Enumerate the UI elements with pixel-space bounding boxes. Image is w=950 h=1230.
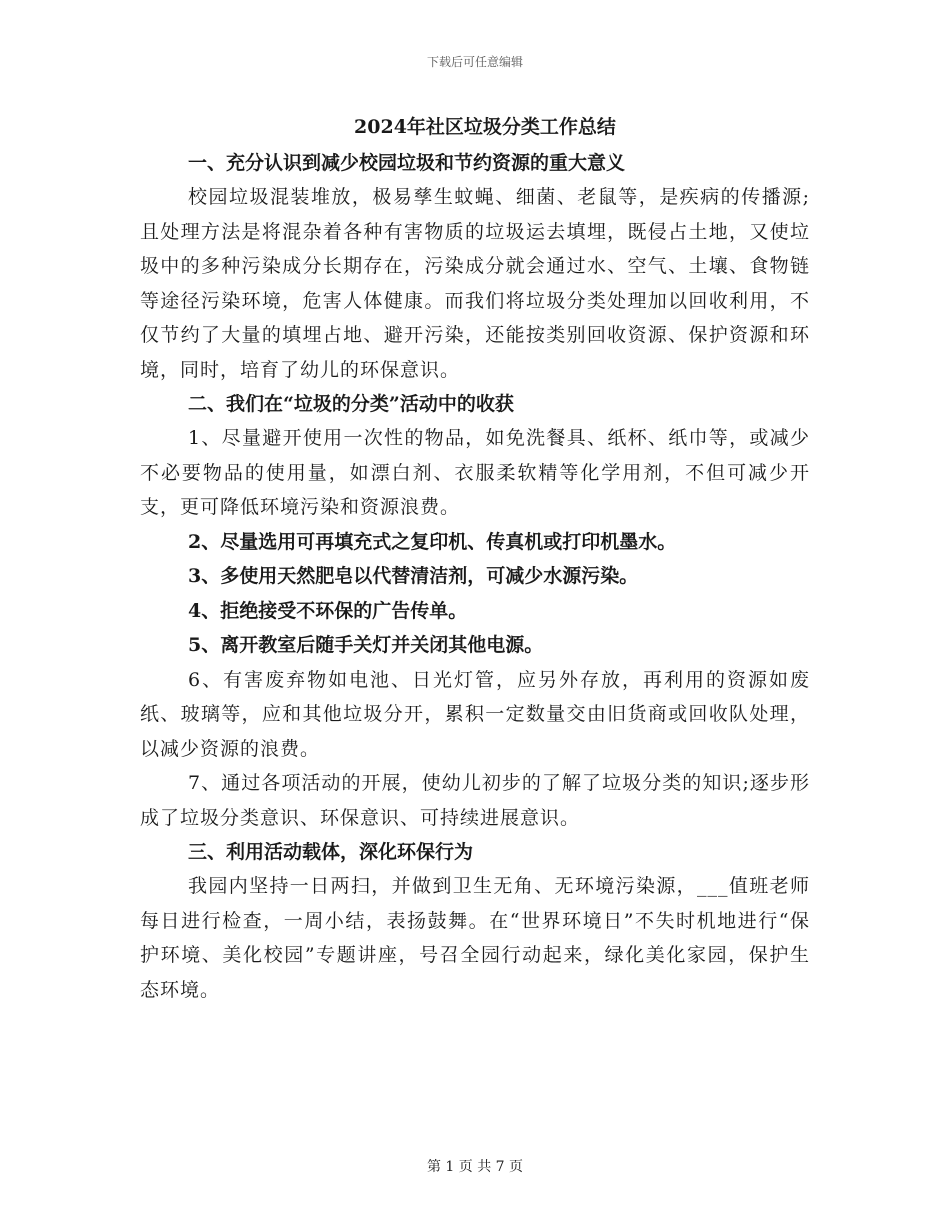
page-number: 第 1 页 共 7 页 <box>426 1159 524 1175</box>
section-heading-3: 三、利用活动载体，深化环保行为 <box>188 841 474 863</box>
list-item-1: 1、尽量避开使用一次性的物品，如免洗餐具、纸杯、纸巾等，或减少不必要物品的使用量，如漂白剂、衣服柔软精等化学用剂，不但可减少开支，更可降低环境污染和资源浪费。 <box>140 427 810 518</box>
document-body <box>140 112 810 1007</box>
list-item-6: 6、有害废弃物如电池、日光灯管，应另外存放，再利用的资源如废纸、玻璃等，应和其他垃圾分开，累积一定数量交由旧货商或回收队处理，以减少资源的浪费。 <box>140 668 810 760</box>
list-item-5: 5、离开教室后随手关灯并关闭其他电源。 <box>188 634 544 656</box>
list-item-2: 2、尽量选用可再填充式之复印机、传真机或打印机墨水。 <box>188 530 677 553</box>
paragraph-activities: 我园内坚持一日两扫，并做到卫生无角、无环境污染源，___值班老师每日进行检查，一周小结，表扬鼓舞。在“世界环境日”不失时机地进行“保护环境、美化校园”专题讲座，号召全园行动起来，绿化美化家园，保护生态环境。 <box>140 875 810 1001</box>
header-note: 下载后可任意编辑 <box>426 55 523 69</box>
document-title: 2024年社区垃圾分类工作总结 <box>354 116 616 138</box>
list-item-7: 7、通过各项活动的开展，使幼儿初步的了解了垃圾分类的知识;逐步形成了垃圾分类意识、环保意识、可持续进展意识。 <box>140 772 810 829</box>
section-heading-2: 二、我们在“垃圾的分类”活动中的收获 <box>188 393 514 415</box>
section-heading-1: 一、充分认识到减少校园垃圾和节约资源的重大意义 <box>188 152 626 174</box>
list-item-3: 3、多使用天然肥皂以代替清洁剂，可减少水源污染。 <box>188 565 639 587</box>
paragraph-significance: 校园垃圾混装堆放，极易孳生蚊蝇、细菌、老鼠等，是疾病的传播源;且处理方法是将混杂着各种有害物质的垃圾运去填埋，既侵占土地，又使垃圾中的多种污染成分长期存在，污染成分就会通过水、空气、土壤、食物链等途径污染环境，危害人体健康。而我们将垃圾分类处理加以回收利用，不仅节约了大量的填埋占地、避开污染，还能按类别回收资源、保护资源和环境，同时，培育了幼儿的环保意识。 <box>140 186 810 381</box>
list-item-4: 4、拒绝接受不环保的广告传单。 <box>188 599 468 622</box>
